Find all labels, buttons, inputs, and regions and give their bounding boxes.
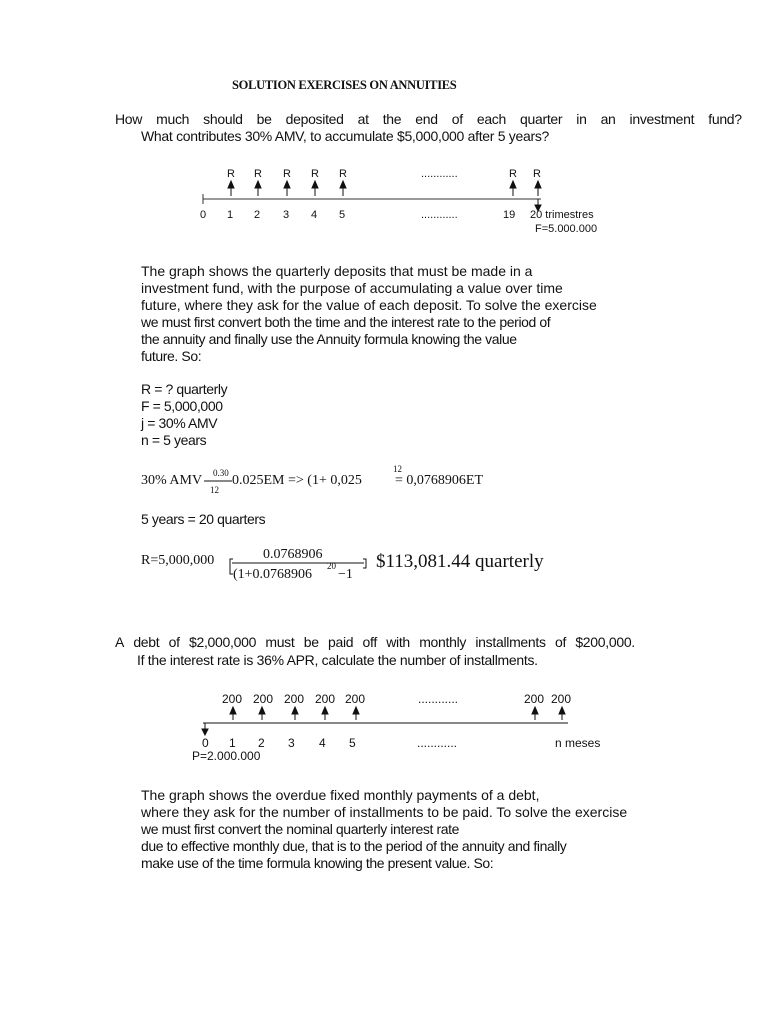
q-word: off <box>362 634 377 650</box>
tick-label: 4 <box>311 209 318 221</box>
payment-label: 200 <box>345 692 366 706</box>
tick-label: 4 <box>319 736 326 750</box>
text-line: we must first convert the nominal quarterly interest rate <box>141 821 460 837</box>
tick-label: 2 <box>254 209 261 221</box>
formula-minus-one: −1 <box>338 567 353 582</box>
rate-conversion-rhs: = 0,0768906ET <box>395 473 483 488</box>
payment-label: 200 <box>524 692 545 706</box>
q-word: How <box>115 111 143 127</box>
payment-label: R <box>533 168 541 180</box>
problem2-question-line2: If the interest rate is 36% APR, calculate the number of installments. <box>137 652 538 668</box>
formula-numerator: 0.0768906 <box>263 547 323 562</box>
payment-label: R <box>311 168 319 180</box>
q-word: each <box>476 111 506 127</box>
fraction-numerator: 0.30 <box>213 468 229 478</box>
timeline-ellipsis: ............ <box>421 168 458 180</box>
q-word: an <box>600 111 616 127</box>
payment-label: 200 <box>222 692 243 706</box>
q-word: $200,000. <box>575 634 635 650</box>
tick-label: 20 trimestres <box>530 209 594 221</box>
formula-lhs: R=5,000,000 <box>141 553 215 568</box>
given-item: R = ? quarterly <box>141 381 228 397</box>
text-line: future, where they ask for the value of each deposit. To solve the exercise <box>141 297 597 313</box>
future-value-label: F=5.000.000 <box>535 223 598 235</box>
tick-label: n meses <box>555 736 601 750</box>
q-word: monthly <box>419 634 467 650</box>
formula-result: $113,081.44 quarterly <box>376 551 544 572</box>
payment-label: 200 <box>284 692 305 706</box>
q-word: $2,000,000 <box>188 634 257 650</box>
period-conversion: 5 years = 20 quarters <box>141 511 266 527</box>
present-value-label: P=2.000.000 <box>192 749 261 763</box>
q-word: deposited <box>285 111 344 127</box>
tick-label: 1 <box>227 209 234 221</box>
payment-label: 200 <box>315 692 336 706</box>
tick-label: 0 <box>202 736 209 750</box>
q-word: investment <box>629 111 695 127</box>
text-line: due to effective monthly due, that is to the period of the annuity and finally <box>141 838 567 854</box>
tick-label: 5 <box>349 736 356 750</box>
text-line: The graph shows the overdue fixed monthly payments of a debt, <box>141 787 540 803</box>
tick-label: 3 <box>283 209 290 221</box>
rate-conversion-result: 0.025EM => (1+ 0,025 <box>232 473 362 488</box>
q-word: of <box>451 111 463 127</box>
problem1-question-line2: What contributes 30% AMV, to accumulate $5,000,000 after 5 years? <box>141 128 550 144</box>
tick-label: 2 <box>258 736 265 750</box>
text-line: The graph shows the quarterly deposits that must be made in a <box>141 263 533 279</box>
given-item: n = 5 years <box>141 432 207 448</box>
page-title: SOLUTION EXERCISES ON ANNUITIES <box>232 78 457 92</box>
payment-label: R <box>509 168 517 180</box>
q-word: installments <box>475 634 546 650</box>
q-word: paid <box>327 634 354 650</box>
rate-conversion-lhs: 30% AMV <box>141 473 203 488</box>
text-line: investment fund, with the purpose of accumulating a value over time <box>141 280 563 296</box>
q-word: quarter <box>520 111 563 127</box>
q-word: should <box>203 111 243 127</box>
tick-label: 5 <box>339 209 346 221</box>
text-line: make use of the time formula knowing the present value. So: <box>141 855 494 871</box>
q-word: of <box>168 634 180 650</box>
q-word: A <box>115 634 125 650</box>
timeline-ellipsis: ............ <box>417 736 458 750</box>
payment-label: 200 <box>551 692 572 706</box>
q-word: end <box>415 111 438 127</box>
problem2-explanation <box>141 787 627 872</box>
timeline-ellipsis: ............ <box>418 692 459 706</box>
given-item: j = 30% AMV <box>141 415 218 431</box>
payment-label: R <box>283 168 291 180</box>
timeline-ellipsis: ............ <box>421 209 458 221</box>
formula-power: 20 <box>327 561 336 571</box>
payment-label: R <box>339 168 347 180</box>
q-word: debt <box>133 634 160 650</box>
text-line: we must first convert both the time and the interest rate to the period of <box>141 314 551 330</box>
q-word: be <box>303 634 319 650</box>
payment-label: R <box>254 168 262 180</box>
exponent: 12 <box>393 464 402 474</box>
text-line: where they ask for the number of installments to be paid. To solve the exercise <box>141 804 628 820</box>
q-word: with <box>386 634 410 650</box>
given-item: F = 5,000,000 <box>141 398 223 414</box>
tick-label: 0 <box>200 209 207 221</box>
tick-label: 3 <box>288 736 295 750</box>
q-word: the <box>382 111 402 127</box>
q-word: must <box>265 634 295 650</box>
fraction-denominator: 12 <box>210 485 219 495</box>
tick-label: 1 <box>229 736 236 750</box>
q-word: much <box>156 111 190 127</box>
q-word: be <box>256 111 272 127</box>
payment-label: 200 <box>253 692 274 706</box>
q-word: fund? <box>708 111 742 127</box>
tick-label: 19 <box>503 209 516 221</box>
q-word: in <box>576 111 587 127</box>
payment-label: R <box>227 168 235 180</box>
formula-denominator: (1+0.0768906 <box>233 567 313 582</box>
q-word: of <box>554 634 567 650</box>
q-word: at <box>357 111 369 127</box>
text-line: future. So: <box>141 348 202 364</box>
text-line: the annuity and finally use the Annuity formula knowing the value <box>141 331 517 347</box>
